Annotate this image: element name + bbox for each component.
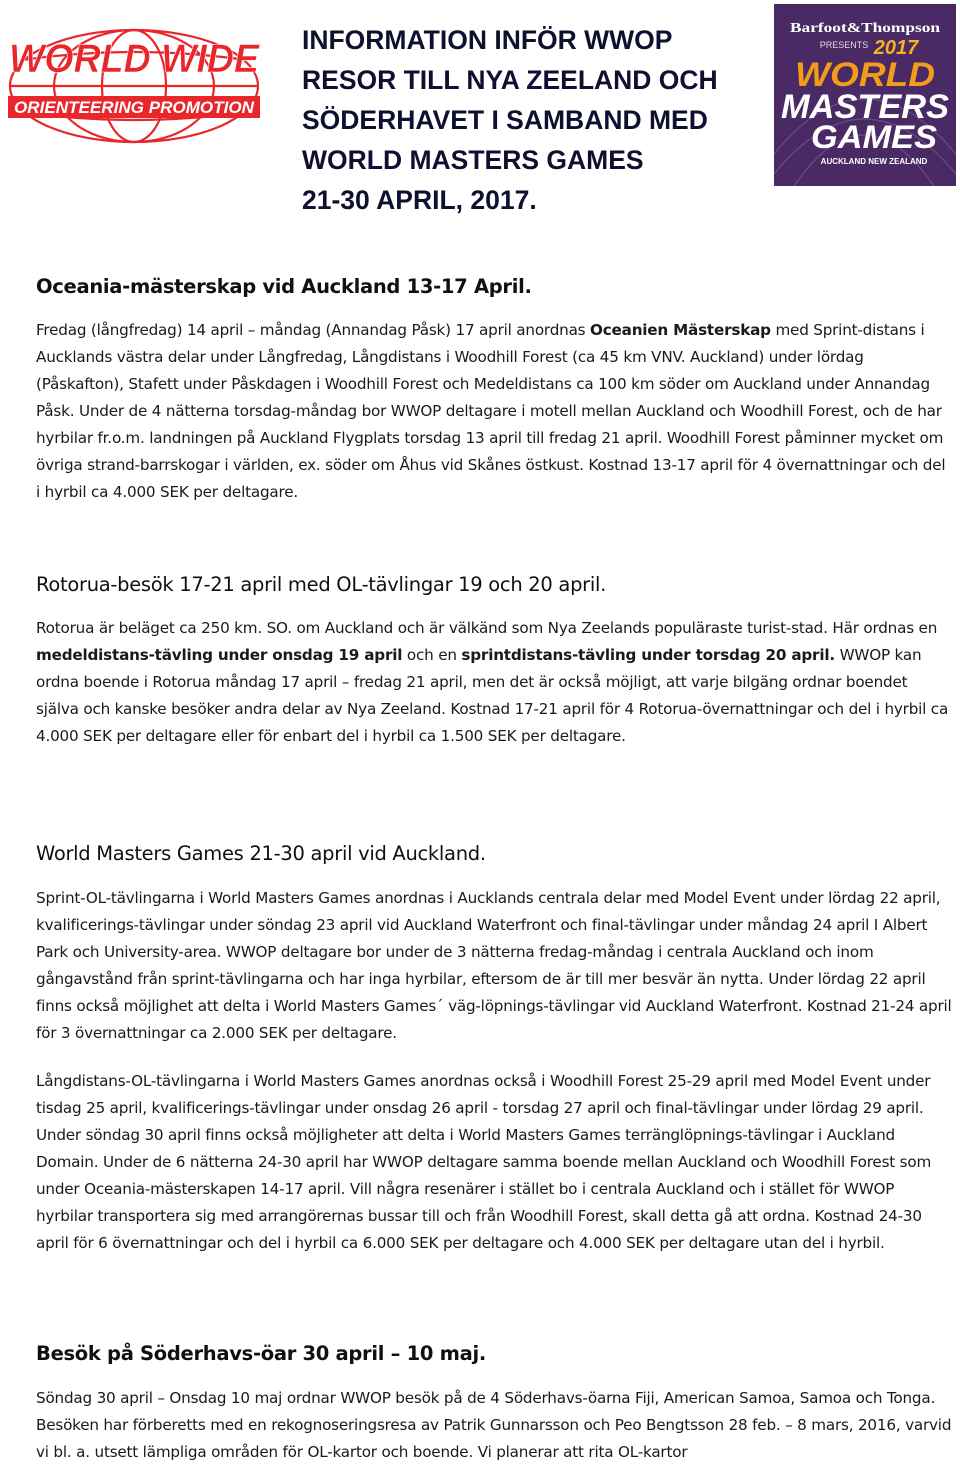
emphasis-text: Oceanien Mästerskap bbox=[590, 321, 771, 339]
section-paragraph: Sprint-OL-tävlingarna i World Masters Games anordnas i Aucklands centrala delar med Model Event under lördag 22 april, kvalificerings-tävlingar under söndag 23 april vid Auckland Waterfront och final-tävlingar under måndag 24 april I Albert Park och University-area. WWOP deltagare bor under de 3 nätterna fredag-måndag i centrala Auckland och inom gångavstånd från sprint-tävlingarna och har inga hyrbilar, eftersom de är till mer besvär än nytta. Under lördag 22 april finns också möjlighet att delta i World Masters Games´ väg-löpnings-tävlingar vid Auckland Waterfront. Kostnad 21-24 april för 3 övernattningar ca 2.000 SEK per deltagare. bbox=[36, 889, 952, 1042]
section-paragraph: Långdistans-OL-tävlingarna i World Masters Games anordnas också i Woodhill Forest 25-29 april med Model Event under tisdag 25 april, kvalificerings-tävlingar under onsdag 26 april - torsdag 27 april och final-tävlingar under lördag 29 april. Under söndag 30 april finns också möjligheter att delta i World Masters Games terränglöpnings-tävlingar i Auckland Domain. Under de 6 nätterna 24-30 april har WWOP deltagare samma boende mellan Auckland och Woodhill Forest som under Oceania-mästerskapen 14-17 april. Vill några resenärer i stället bo i centrala Auckland och i stället för WWOP hyrbilar transportera sig med arrangörernas bussar till och från Woodhill Forest, skall detta gå att ordna. Kostnad 24-30 april för 6 övernattningar och del i hyrbil ca 6.000 SEK per deltagare och 4.000 SEK per deltagare utan del i hyrbil. bbox=[36, 1072, 932, 1252]
logo-subtitle-text: ORIENTEERING PROMOTION bbox=[14, 98, 255, 117]
emphasis-text: medeldistans-tävling under onsdag 19 april bbox=[36, 646, 403, 664]
wwop-logo bbox=[0, 14, 268, 144]
emphasis-text: sprintdistans-tävling under torsdag 20 april. bbox=[461, 646, 835, 664]
logo-title-text: WORLD WIDE bbox=[9, 37, 261, 81]
title-line: INFORMATION INFÖR WWOP bbox=[302, 25, 673, 55]
section-heading: Rotorua-besök 17-21 april med OL-tävlingar 19 och 20 april. bbox=[36, 573, 606, 596]
text-run: WWOP kan ordna boende i Rotorua måndag 17 april – fredag 21 april, men det är också möjligt, att varje bilgäng ordnar boendet själva och kanske besöker andra delar av Nya Zeeland. Kostnad 17-21 april för 4 Rotorua-övernattningar och del i hyrbil ca 4.000 SEK per deltagare eller för enbart del i hyrbil ca 1.500 SEK per deltagare. bbox=[36, 646, 949, 745]
section-oceania bbox=[36, 273, 954, 506]
title-line: SÖDERHAVET I SAMBAND MED bbox=[302, 105, 708, 135]
text-run: Rotorua är beläget ca 250 km. SO. om Auckland och är välkänd som Nya Zeelands populäraste turist-stad. Här ordnas en bbox=[36, 619, 938, 637]
wmg-emblem bbox=[774, 4, 956, 186]
presents-text: PRESENTS bbox=[819, 40, 869, 50]
section-heading: Besök på Söderhavs-öar 30 april – 10 maj. bbox=[36, 1342, 486, 1365]
wwop-globe-emblem bbox=[0, 14, 268, 144]
section-paragraph bbox=[36, 317, 954, 506]
section-paragraph bbox=[36, 615, 954, 750]
title-line: RESOR TILL NYA ZEELAND OCH bbox=[302, 65, 718, 95]
section-heading: Oceania-mästerskap vid Auckland 13-17 April. bbox=[36, 275, 532, 298]
title-line: 21-30 APRIL, 2017. bbox=[302, 185, 537, 215]
world-masters-games-logo bbox=[774, 4, 956, 186]
word-masters-text: MASTERS bbox=[781, 88, 950, 126]
section-rotorua bbox=[36, 571, 954, 750]
title-line: WORLD MASTERS GAMES bbox=[302, 145, 644, 175]
section-heading: World Masters Games 21-30 april vid Auckland. bbox=[36, 842, 486, 865]
sponsor-text: Barfoot&Thompson bbox=[790, 21, 941, 36]
location-text: AUCKLAND NEW ZEALAND bbox=[820, 157, 928, 166]
word-world-text: WORLD bbox=[795, 56, 935, 94]
section-world-masters-games bbox=[36, 840, 954, 1257]
section-south-seas bbox=[36, 1340, 954, 1466]
section-paragraph: Söndag 30 april – Onsdag 10 maj ordnar WWOP besök på de 4 Söderhavs-öarna Fiji, American Samoa, Samoa och Tonga. Besöken har förberetts med en rekognoseringsresa av Patrik Gunnarsson och Peo Bengtsson 28 feb. – 8 mars, 2016, varvid vi bl. a. utsett lämpliga områden för OL-kartor och boende. Vi planerar att rita OL-kartor bbox=[36, 1389, 952, 1461]
text-run: Fredag (långfredag) 14 april – måndag (Annandag Påsk) 17 april anordnas bbox=[36, 321, 591, 339]
document-title bbox=[302, 20, 762, 220]
text-run: och en bbox=[402, 646, 462, 664]
year-text: 2017 bbox=[873, 37, 919, 59]
word-games-text: GAMES bbox=[811, 119, 938, 155]
text-run: med Sprint-distans i Aucklands västra delar under Långfredag, Långdistans i Woodhill Forest (ca 45 km VNV. Auckland) under lördag (Påskafton), Stafett under Påskdagen i Woodhill Forest och Medeldistans ca 100 km söder om Auckland under Annandag Påsk. Under de 4 nätterna torsdag-måndag bor WWOP deltagare i motell mellan Auckland och Woodhill Forest, och de har hyrbilar fr.o.m. landningen på Auckland Flygplats torsdag 13 april till fredag 21 april. Woodhill Forest påminner mycket om övriga strand-barrskogar i världen, ex. söder om Åhus vid Skånes östkust. Kostnad 13-17 april för 4 övernattningar och del i hyrbil ca 4.000 SEK per deltagare. bbox=[36, 321, 946, 501]
